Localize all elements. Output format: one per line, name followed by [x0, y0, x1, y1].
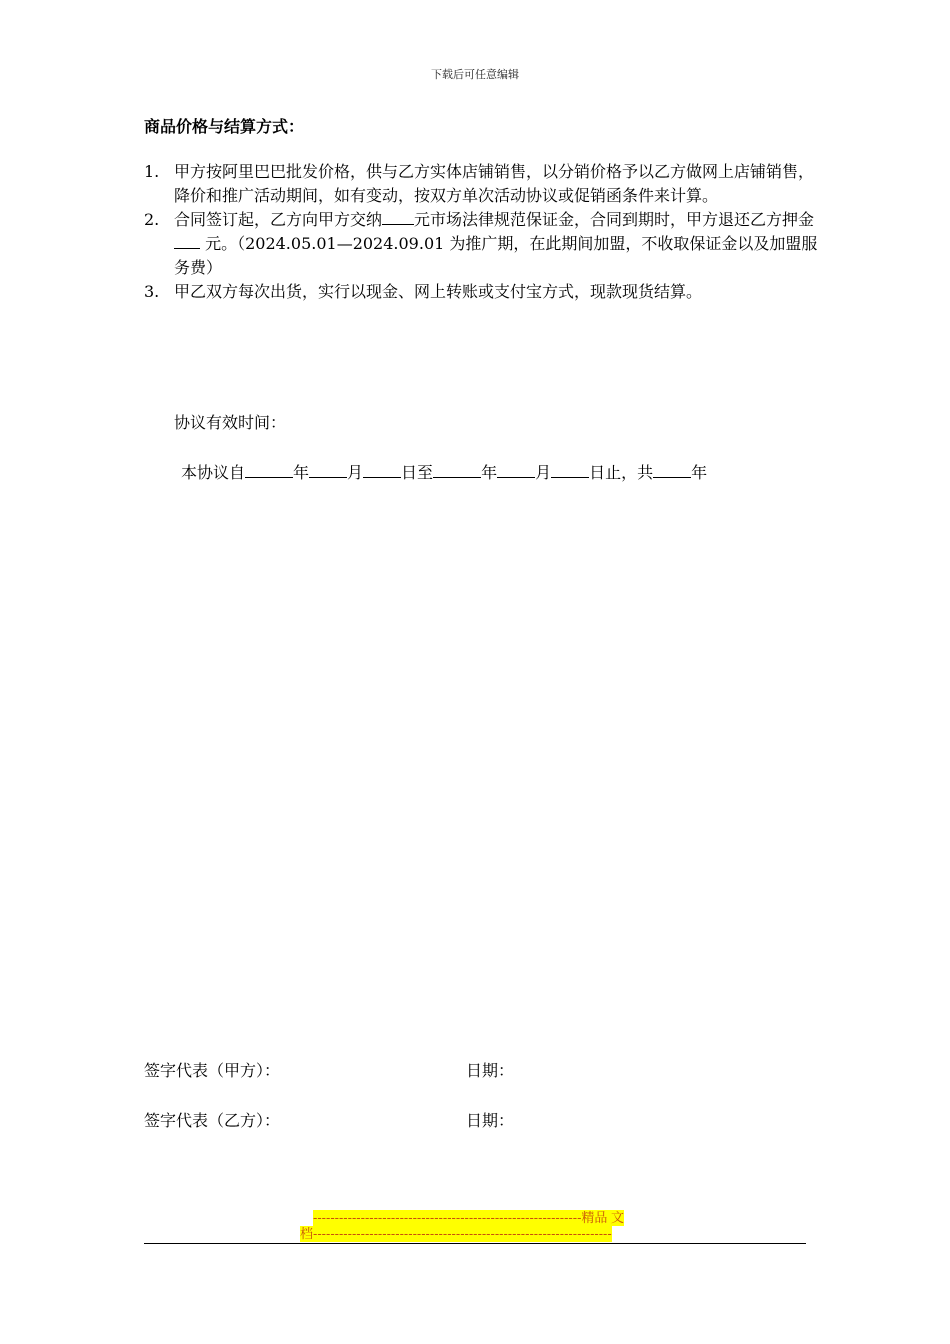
start-day-blank[interactable]	[363, 461, 401, 478]
end-year-blank[interactable]	[433, 461, 481, 478]
validity-day-label: 日止，共	[589, 463, 654, 482]
date-label: 日期：	[466, 1061, 515, 1080]
signature-row-party-a	[144, 1058, 515, 1081]
signature-label: 签字代表（乙方）：	[144, 1111, 281, 1130]
date-label: 日期：	[466, 1111, 515, 1130]
validity-day-label: 日至	[401, 463, 434, 482]
validity-prefix: 本协议自	[181, 463, 246, 482]
term-text-part: 元。（2024.05.01—2024.09.01 为推广期，在此期间加盟，不收取保证金以及加盟服务费）	[174, 234, 818, 277]
term-item-1	[144, 160, 824, 208]
footer-watermark	[300, 1210, 650, 1242]
signature-label: 签字代表（甲方）：	[144, 1061, 281, 1080]
refund-blank[interactable]	[174, 232, 200, 249]
header-note: 下载后可任意编辑	[431, 68, 519, 81]
start-month-blank[interactable]	[309, 461, 347, 478]
footer-divider	[144, 1243, 806, 1244]
footer-line-2: 档---------------------------------------------------------------------	[300, 1226, 612, 1241]
validity-line	[181, 460, 707, 483]
terms-list	[144, 160, 824, 304]
term-item-2	[144, 208, 824, 280]
validity-label: 协议有效时间：	[174, 413, 287, 432]
validity-month-label: 月	[347, 463, 364, 482]
end-month-blank[interactable]	[497, 461, 535, 478]
term-text: 甲乙双方每次出货，实行以现金、网上转账或支付宝方式，现款现货结算。	[174, 282, 703, 301]
validity-month-label: 月	[535, 463, 552, 482]
term-text-part: 合同签订起，乙方向甲方交纳	[174, 210, 383, 229]
start-year-blank[interactable]	[245, 461, 293, 478]
validity-year-label: 年	[691, 463, 708, 482]
signature-row-party-b	[144, 1108, 515, 1131]
validity-year-label: 年	[293, 463, 310, 482]
term-text: 甲方按阿里巴巴批发价格，供与乙方实体店铺销售，以分销价格予以乙方做网上店铺销售，降价和推广活动期间，如有变动，按双方单次活动协议或促销函条件来计算。	[174, 162, 815, 205]
deposit-blank[interactable]	[382, 208, 414, 225]
term-text	[174, 208, 824, 280]
term-number: 3.	[144, 282, 160, 301]
term-text-part: 元市场法律规范保证金，合同到期时，甲方退还乙方押金	[414, 210, 815, 229]
term-item-3	[144, 280, 824, 304]
term-number: 2.	[144, 210, 160, 229]
term-number: 1.	[144, 162, 160, 181]
section-title: 商品价格与结算方式：	[144, 117, 305, 136]
end-day-blank[interactable]	[551, 461, 589, 478]
total-years-blank[interactable]	[653, 461, 691, 478]
footer-line-1: --------------------------------------------------------------精品 文	[313, 1210, 625, 1225]
validity-year-label: 年	[481, 463, 498, 482]
